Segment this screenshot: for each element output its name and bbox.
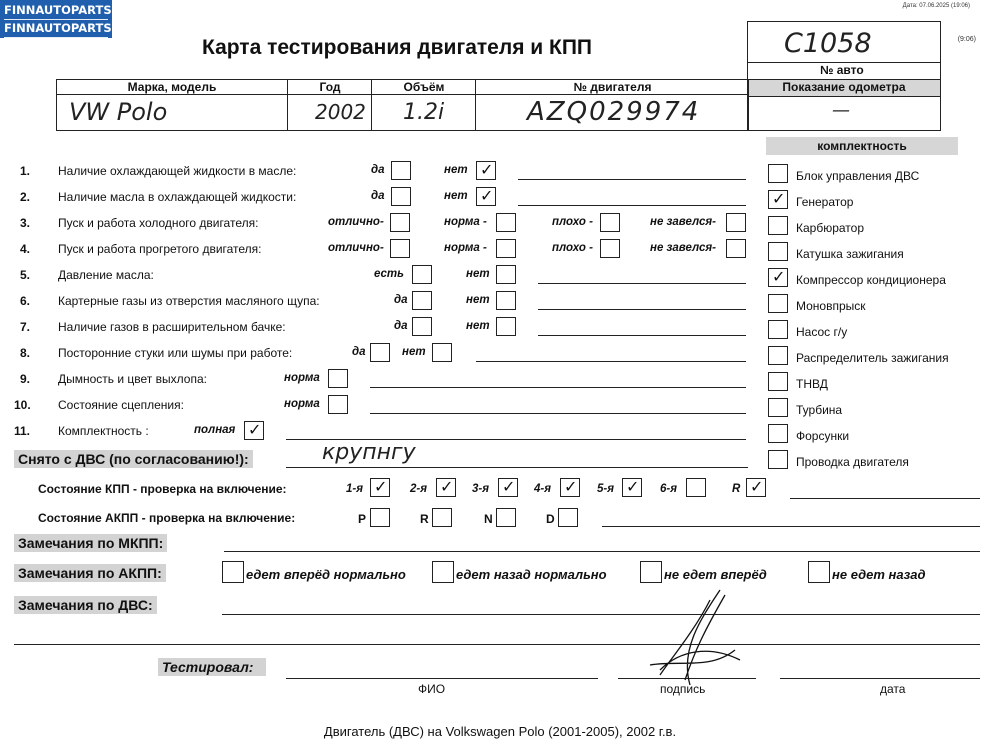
question-number: 1. bbox=[19, 164, 30, 178]
model-value: VW Polo bbox=[69, 98, 168, 126]
kit-checkbox[interactable] bbox=[768, 294, 788, 313]
print-date: Дата: 07.06.2025 (19:06) bbox=[902, 3, 970, 9]
akpp-gear-checkbox[interactable] bbox=[558, 508, 578, 527]
akpp-note-label: едет вперёд нормально bbox=[246, 567, 406, 582]
option-label: да bbox=[371, 164, 385, 176]
kit-item-label: Насос г/у bbox=[796, 325, 848, 339]
akpp-note-label: не едет назад bbox=[832, 567, 926, 582]
kit-item-label: ТНВД bbox=[796, 377, 828, 391]
gear-checkbox[interactable] bbox=[622, 478, 642, 497]
option-label: нет bbox=[466, 294, 490, 306]
option-checkbox[interactable] bbox=[391, 187, 411, 206]
question-text: Наличие газов в расширительном бачке: bbox=[58, 320, 286, 334]
gear-label: 4-я bbox=[534, 483, 551, 495]
option-checkbox[interactable] bbox=[726, 239, 746, 258]
question-text: Давление масла: bbox=[58, 268, 154, 282]
dvs-notes-label: Замечания по ДВС: bbox=[14, 596, 157, 614]
gear-label: 5-я bbox=[597, 483, 614, 495]
option-checkbox[interactable] bbox=[328, 369, 348, 388]
option-checkbox[interactable] bbox=[412, 317, 432, 336]
question-number: 4. bbox=[19, 242, 30, 256]
signature-scribble bbox=[640, 590, 750, 690]
card-number: C1058 bbox=[784, 28, 872, 59]
engine-number-value: AZQ029974 bbox=[527, 97, 701, 127]
akpp-gear-label: N bbox=[484, 512, 493, 526]
check-mark-icon: ✓ bbox=[440, 477, 454, 496]
gear-label: 3-я bbox=[472, 483, 489, 495]
answer-line bbox=[518, 179, 746, 180]
question-text: Картерные газы из отверстия масляного щупа: bbox=[58, 294, 320, 308]
removed-label: Снято с ДВС (по согласованию!): bbox=[14, 450, 253, 468]
answer-line bbox=[538, 283, 746, 284]
question-text: Пуск и работа прогретого двигателя: bbox=[58, 242, 262, 256]
kit-item-label: Проводка двигателя bbox=[796, 455, 909, 469]
year-value: 2002 bbox=[315, 100, 366, 124]
check-mark-icon: ✓ bbox=[374, 477, 388, 496]
option-label: норма bbox=[284, 372, 320, 384]
option-checkbox[interactable] bbox=[496, 291, 516, 310]
answer-line bbox=[286, 439, 746, 440]
year-label: Год bbox=[287, 80, 372, 95]
check-mark-icon: ✓ bbox=[248, 420, 262, 439]
kit-item-label: Генератор bbox=[796, 195, 854, 209]
question-number: 2. bbox=[19, 190, 30, 204]
gear-checkbox[interactable] bbox=[436, 478, 456, 497]
kit-checkbox[interactable] bbox=[768, 268, 788, 287]
option-label: нет bbox=[402, 346, 426, 358]
answer-line bbox=[538, 335, 746, 336]
kit-item-label: Катушка зажигания bbox=[796, 247, 904, 261]
option-checkbox[interactable] bbox=[476, 187, 496, 206]
option-label: не завелся- bbox=[650, 242, 716, 254]
question-text: Посторонние стуки или шумы при работе: bbox=[58, 346, 293, 360]
akpp-gear-label: R bbox=[420, 512, 429, 526]
answer-line bbox=[538, 309, 746, 310]
option-label: есть bbox=[374, 268, 404, 280]
logo-line-1: FINNAUTOPARTS bbox=[4, 2, 108, 20]
question-number: 10. bbox=[14, 398, 31, 412]
removed-value: крупнгу bbox=[322, 440, 416, 465]
option-checkbox[interactable] bbox=[390, 213, 410, 232]
check-mark-icon: ✓ bbox=[564, 477, 578, 496]
question-number: 3. bbox=[19, 216, 30, 230]
kit-checkbox[interactable] bbox=[768, 372, 788, 391]
akpp-note-label: едет назад нормально bbox=[456, 567, 607, 582]
page-title: Карта тестирования двигателя и КПП bbox=[202, 36, 593, 59]
akpp-gear-label: D bbox=[546, 512, 555, 526]
question-number: 5. bbox=[19, 268, 30, 282]
kit-checkbox[interactable] bbox=[768, 190, 788, 209]
question-text: Состояние сцепления: bbox=[58, 398, 184, 412]
option-label: полная bbox=[194, 424, 236, 436]
kit-checkbox[interactable] bbox=[768, 216, 788, 235]
kit-item-label: Карбюратор bbox=[796, 221, 865, 235]
auto-number-label: № авто bbox=[820, 63, 864, 77]
option-label: отлично- bbox=[328, 216, 384, 228]
akpp-note-label: не едет вперёд bbox=[664, 567, 767, 582]
question-text: Дымность и цвет выхлопа: bbox=[58, 372, 207, 386]
question-number: 6. bbox=[19, 294, 30, 308]
kit-checkbox[interactable] bbox=[768, 424, 788, 443]
option-checkbox[interactable] bbox=[328, 395, 348, 414]
option-checkbox[interactable] bbox=[496, 239, 516, 258]
engine-number-label: № двигателя bbox=[475, 80, 749, 95]
check-mark-icon: ✓ bbox=[772, 189, 786, 208]
kit-item-label: Блок управления ДВС bbox=[796, 169, 920, 183]
question-text: Комплектность : bbox=[58, 424, 149, 438]
kit-checkbox[interactable] bbox=[768, 242, 788, 261]
akpp-note-checkbox[interactable] bbox=[222, 561, 244, 583]
card-number-box bbox=[747, 21, 941, 131]
option-label: нет bbox=[444, 190, 468, 202]
logo-line-2: FINNAUTOPARTS bbox=[4, 20, 108, 38]
option-label: не завелся- bbox=[650, 216, 716, 228]
gear-checkbox[interactable] bbox=[370, 478, 390, 497]
option-label: да bbox=[352, 346, 366, 358]
option-label: норма - bbox=[444, 242, 487, 254]
akpp-gear-checkbox[interactable] bbox=[496, 508, 516, 527]
option-checkbox[interactable] bbox=[432, 343, 452, 362]
odometer-label: Показание одометра bbox=[748, 79, 940, 97]
signature-label: подпись bbox=[660, 682, 706, 696]
kit-checkbox[interactable] bbox=[768, 398, 788, 417]
vehicle-header-table bbox=[56, 79, 749, 131]
kit-checkbox[interactable] bbox=[768, 164, 788, 183]
kit-item-label: Компрессор кондиционера bbox=[796, 273, 946, 287]
gear-checkbox[interactable] bbox=[560, 478, 580, 497]
page-caption: Двигатель (ДВС) на Volkswagen Polo (2001-2005), 2002 г.в. bbox=[323, 724, 677, 739]
gear-checkbox[interactable] bbox=[686, 478, 706, 497]
kit-header: комплектность bbox=[766, 137, 958, 155]
check-mark-icon: ✓ bbox=[626, 477, 640, 496]
option-label: да bbox=[394, 294, 408, 306]
option-checkbox[interactable] bbox=[391, 161, 411, 180]
gear-checkbox[interactable] bbox=[746, 478, 766, 497]
option-label: плохо - bbox=[552, 242, 593, 254]
akpp-gear-checkbox[interactable] bbox=[432, 508, 452, 527]
answer-line bbox=[370, 413, 746, 414]
option-label: плохо - bbox=[552, 216, 593, 228]
kit-item-label: Распределитель зажигания bbox=[796, 351, 949, 365]
akpp-note-checkbox[interactable] bbox=[808, 561, 830, 583]
volume-label: Объём bbox=[371, 80, 476, 95]
gear-checkbox[interactable] bbox=[498, 478, 518, 497]
check-mark-icon: ✓ bbox=[480, 160, 494, 179]
option-checkbox[interactable] bbox=[370, 343, 390, 362]
corner-mark: (9:06) bbox=[957, 36, 976, 43]
option-label: нет bbox=[444, 164, 468, 176]
question-text: Пуск и работа холодного двигателя: bbox=[58, 216, 259, 230]
option-checkbox[interactable] bbox=[412, 265, 432, 284]
option-label: отлично- bbox=[328, 242, 384, 254]
option-checkbox[interactable] bbox=[726, 213, 746, 232]
akpp-note-checkbox[interactable] bbox=[640, 561, 662, 583]
akpp-gear-checkbox[interactable] bbox=[370, 508, 390, 527]
kpp-label: Состояние КПП - проверка на включение: bbox=[38, 482, 287, 496]
model-label: Марка, модель bbox=[57, 80, 287, 95]
answer-line bbox=[476, 361, 746, 362]
option-label: нет bbox=[466, 320, 490, 332]
date-label: дата bbox=[880, 682, 906, 696]
option-checkbox[interactable] bbox=[600, 239, 620, 258]
option-checkbox[interactable] bbox=[600, 213, 620, 232]
volume-value: 1.2i bbox=[403, 100, 445, 125]
option-label: да bbox=[371, 190, 385, 202]
fio-label: ФИО bbox=[418, 682, 446, 696]
gear-label: 1-я bbox=[346, 483, 363, 495]
question-number: 9. bbox=[19, 372, 30, 386]
kit-checkbox[interactable] bbox=[768, 320, 788, 339]
gear-label: 6-я bbox=[660, 483, 677, 495]
question-number: 7. bbox=[19, 320, 30, 334]
option-label: норма - bbox=[444, 216, 487, 228]
option-label: нет bbox=[466, 268, 490, 280]
gear-label: 2-я bbox=[410, 483, 427, 495]
option-checkbox[interactable] bbox=[496, 213, 516, 232]
akpp-label: Состояние АКПП - проверка на включение: bbox=[38, 511, 296, 525]
kit-item-label: Моновпрыск bbox=[796, 299, 866, 313]
gear-label: R bbox=[732, 483, 741, 495]
option-checkbox[interactable] bbox=[496, 317, 516, 336]
check-mark-icon: ✓ bbox=[502, 477, 516, 496]
option-checkbox[interactable] bbox=[496, 265, 516, 284]
check-mark-icon: ✓ bbox=[480, 186, 494, 205]
mkpp-notes-label: Замечания по МКПП: bbox=[14, 534, 167, 552]
answer-line bbox=[370, 387, 746, 388]
option-checkbox[interactable] bbox=[390, 239, 410, 258]
question-text: Наличие охлаждающей жидкости в масле: bbox=[58, 164, 297, 178]
option-label: да bbox=[394, 320, 408, 332]
check-mark-icon: ✓ bbox=[750, 477, 764, 496]
option-label: норма bbox=[284, 398, 320, 410]
akpp-note-checkbox[interactable] bbox=[432, 561, 454, 583]
kit-checkbox[interactable] bbox=[768, 450, 788, 469]
kit-item-label: Турбина bbox=[796, 403, 843, 417]
option-checkbox[interactable] bbox=[476, 161, 496, 180]
akpp-notes-label: Замечания по АКПП: bbox=[14, 564, 166, 582]
watermark-logo bbox=[0, 0, 112, 38]
check-mark-icon: ✓ bbox=[772, 267, 786, 286]
kit-checkbox[interactable] bbox=[768, 346, 788, 365]
question-number: 11. bbox=[14, 424, 31, 438]
option-checkbox[interactable] bbox=[244, 421, 264, 440]
answer-line bbox=[518, 205, 746, 206]
odometer-value: — bbox=[832, 100, 850, 121]
question-text: Наличие масла в охлаждающей жидкости: bbox=[58, 190, 297, 204]
question-number: 8. bbox=[19, 346, 30, 360]
kit-item-label: Форсунки bbox=[796, 429, 850, 443]
akpp-gear-label: P bbox=[358, 512, 367, 526]
tested-label: Тестировал: bbox=[158, 658, 266, 676]
option-checkbox[interactable] bbox=[412, 291, 432, 310]
